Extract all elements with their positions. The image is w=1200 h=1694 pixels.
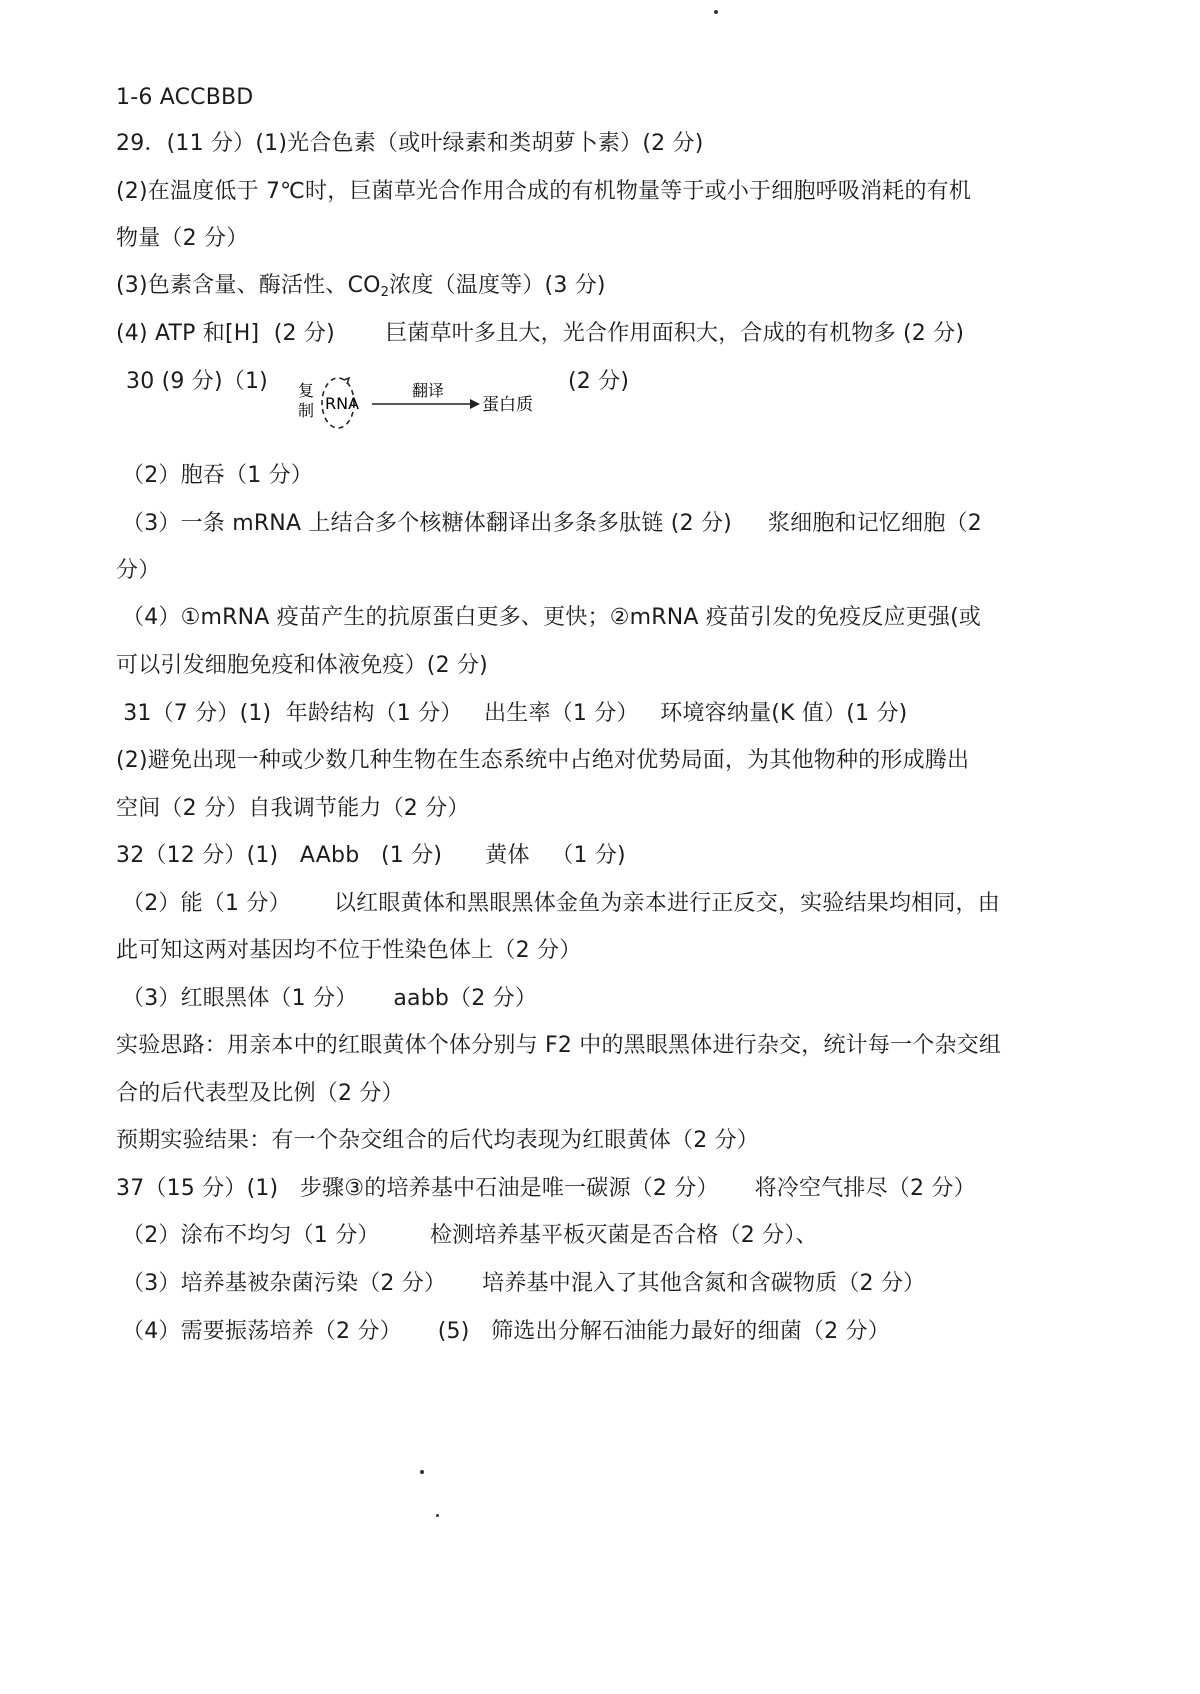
answer-q32-experiment-idea-a: 实验思路：用亲本中的红眼黄体个体分别与 F2 中的黑眼黑体进行杂交，统计每一个杂交组 [116, 1033, 1002, 1058]
answer-q30-1-label: 30 (9 分)（1) [126, 369, 268, 394]
answer-q29-2a: (2)在温度低于 7℃时，巨菌草光合作用合成的有机物量等于或小于细胞呼吸消耗的有机 [116, 179, 972, 204]
answer-q30-1-score: (2 分) [568, 369, 630, 394]
diagram-label-zhi: 制 [298, 401, 315, 420]
scan-speck [420, 1470, 424, 1474]
scan-speck [436, 1514, 439, 1517]
answer-q32-experiment-idea-b: 合的后代表型及比例（2 分） [116, 1081, 404, 1106]
answer-q31-2b: 空间（2 分）自我调节能力（2 分） [116, 796, 470, 821]
answer-q29-1: 29．(11 分）(1)光合色素（或叶绿素和类胡萝卜素）(2 分) [116, 131, 704, 156]
translation-arrowhead [470, 399, 480, 409]
scan-speck [714, 10, 718, 14]
answer-q37-3: （3）培养基被杂菌污染（2 分） 培养基中混入了其他含氮和含碳物质（2 分） [122, 1271, 926, 1296]
answer-q30-4a: （4）①mRNA 疫苗产生的抗原蛋白更多、更快；②mRNA 疫苗引发的免疫反应更强(或 [122, 605, 982, 630]
answer-q30-2: （2）胞吞（1 分） [122, 463, 313, 488]
answer-q29-2b: 物量（2 分） [116, 226, 249, 251]
answer-q37-4-5: （4）需要振荡培养（2 分） (5) 筛选出分解石油能力最好的细菌（2 分） [122, 1319, 890, 1344]
diagram-node-protein: 蛋白质 [482, 395, 533, 415]
answer-q30-3b: 分） [116, 558, 161, 583]
answer-q32-3: （3）红眼黑体（1 分） aabb（2 分） [122, 986, 538, 1011]
answer-q31-1: 31（7 分）(1) 年龄结构（1 分） 出生率（1 分） 环境容纳量(K 值）(1 分) [116, 701, 908, 726]
diagram-arrow-label: 翻译 [412, 381, 445, 400]
answer-q37-2: （2）涂布不均匀（1 分） 检测培养基平板灭菌是否合格（2 分）、 [122, 1223, 818, 1248]
answer-q32-2b: 此可知这两对基因均不位于性染色体上（2 分） [116, 938, 582, 963]
answer-q32-2a: （2）能（1 分） 以红眼黄体和黑眼黑体金鱼为亲本进行正反交，实验结果均相同，由 [122, 891, 1000, 916]
answer-q29-4: (4) ATP 和[H] (2 分) 巨菌草叶多且大，光合作用面积大，合成的有机物多 (2 分) [116, 321, 965, 346]
answer-q32-expected-result: 预期实验结果：有一个杂交组合的后代均表现为红眼黄体（2 分） [116, 1128, 759, 1153]
rna-flow-diagram [292, 370, 552, 434]
answer-q31-2a: (2)避免出现一种或少数几种生物在生态系统中占绝对优势局面，为其他物种的形成腾出 [116, 748, 970, 773]
co2-subscript: 2 [380, 285, 390, 300]
diagram-node-rna: RNA [325, 394, 360, 413]
answer-q32-1: 32（12 分）(1) AAbb (1 分) 黄体 （1 分) [116, 843, 626, 868]
answer-line-1-6: 1-6 ACCBBD [116, 85, 254, 110]
answer-q37-1: 37（15 分）(1) 步骤③的培养基中石油是唯一碳源（2 分） 将冷空气排尽（2 分） [116, 1176, 976, 1201]
diagram-label-fu: 复 [298, 381, 315, 400]
answer-q30-3a: （3）一条 mRNA 上结合多个核糖体翻译出多条多肽链 (2 分) 浆细胞和记忆细胞（2 [122, 511, 982, 536]
answer-q29-3: (3)色素含量、酶活性、$CO_2$浓度（温度等）(3 分) [116, 273, 606, 300]
answer-q30-4b: 可以引发细胞免疫和体液免疫）(2 分) [116, 653, 488, 678]
